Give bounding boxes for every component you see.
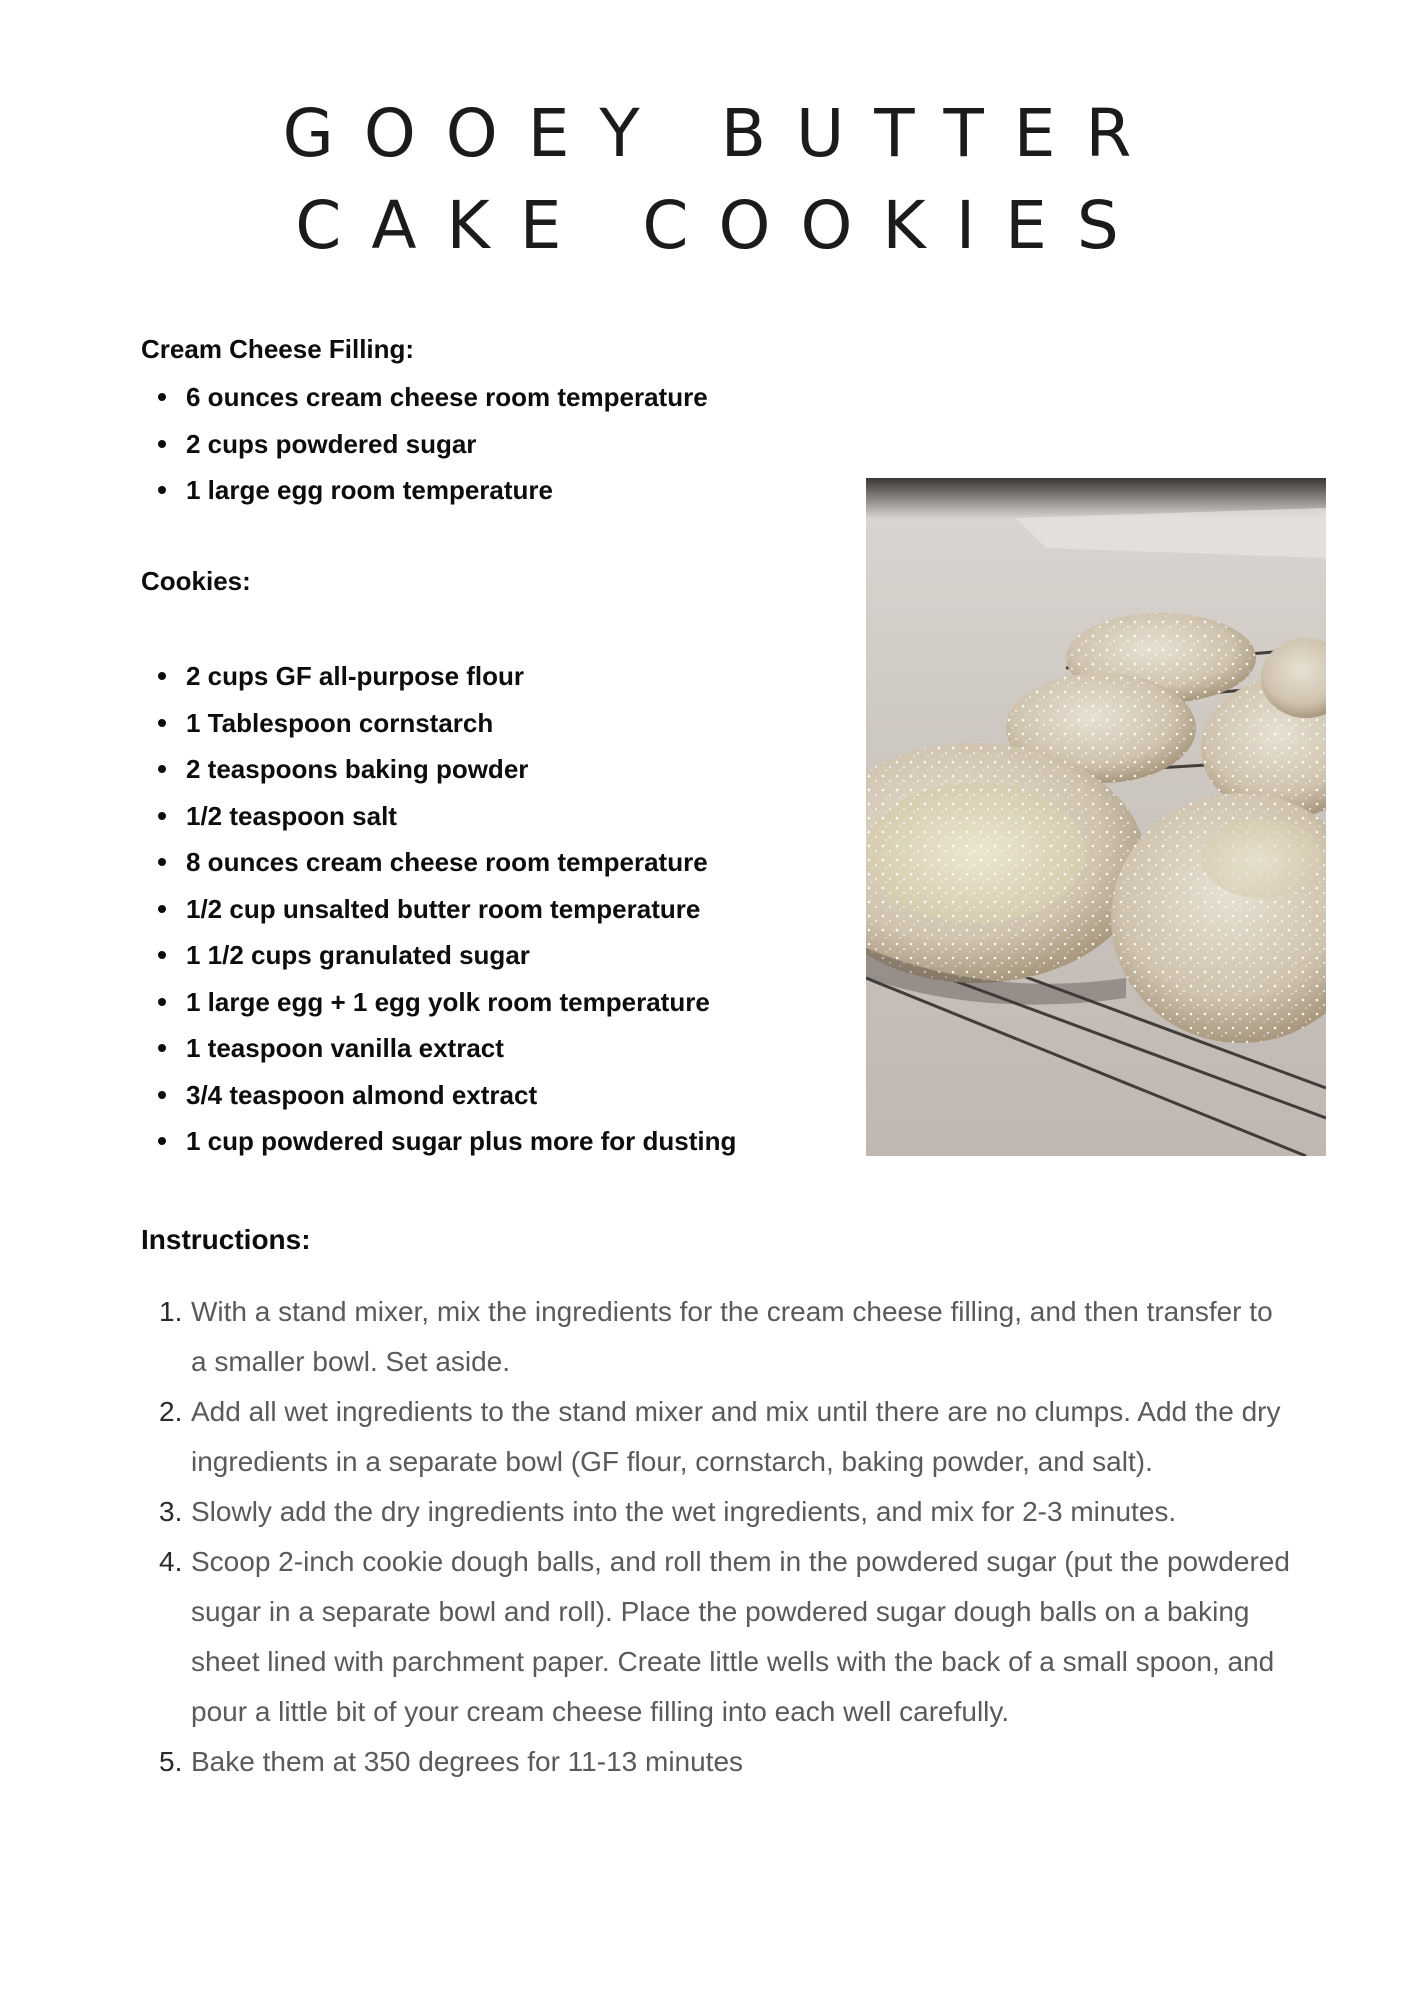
step-number: 2. (159, 1396, 183, 1427)
list-item: 1 Tablespoon cornstarch (186, 700, 736, 747)
bullet-icon (158, 812, 166, 820)
bullet-icon (158, 719, 166, 727)
bullet-icon (158, 951, 166, 959)
bullet-icon (158, 1044, 166, 1052)
list-item: 1 1/2 cups granulated sugar (186, 932, 736, 979)
bullet-icon (158, 858, 166, 866)
step-text: Add all wet ingredients to the stand mixer and mix until there are no clumps. Add the dry ingredients in a separate bowl (GF flour, cornstarch, baking powder, and salt). (191, 1396, 1281, 1477)
list-item: 1/2 teaspoon salt (186, 793, 736, 840)
list-item: 1 cup powdered sugar plus more for dusting (186, 1118, 736, 1165)
step-text: Slowly add the dry ingredients into the wet ingredients, and mix for 2-3 minutes. (191, 1496, 1177, 1527)
step-text: Bake them at 350 degrees for 11-13 minutes (191, 1746, 744, 1777)
cookies-ingredient-list (186, 653, 736, 1165)
step-number: 4. (159, 1546, 183, 1577)
step-number: 5. (159, 1746, 183, 1777)
instructions-heading: Instructions: (141, 1224, 311, 1255)
list-item: 3/4 teaspoon almond extract (186, 1072, 736, 1119)
step-text: With a stand mixer, mix the ingredients for the cream cheese filling, and then transfer to a smaller bowl. Set aside. (191, 1296, 1273, 1377)
bullet-icon (158, 440, 166, 448)
title-line-2: CAKE COOKIES (295, 187, 1149, 264)
list-item: 8 ounces cream cheese room temperature (186, 839, 736, 886)
bullet-icon (158, 1137, 166, 1145)
instruction-step (141, 1487, 1291, 1537)
bullet-icon (158, 905, 166, 913)
bullet-icon (158, 486, 166, 494)
instruction-step (141, 1737, 1291, 1787)
bullet-icon (158, 1091, 166, 1099)
list-item: 1/2 cup unsalted butter room temperature (186, 886, 736, 933)
cookies-heading: Cookies: (141, 566, 251, 596)
title-line-1: GOOEY BUTTER (282, 95, 1162, 172)
bullet-icon (158, 672, 166, 680)
list-item: 1 large egg + 1 egg yolk room temperature (186, 979, 736, 1026)
instruction-step (141, 1537, 1291, 1737)
bullet-icon (158, 765, 166, 773)
step-number: 1. (159, 1296, 183, 1327)
list-item: 6 ounces cream cheese room temperature (186, 374, 708, 421)
filling-ingredient-list (186, 374, 708, 514)
bullet-icon (158, 393, 166, 401)
instructions-list (141, 1287, 1291, 1787)
list-item: 2 cups GF all-purpose flour (186, 653, 736, 700)
list-item: 2 cups powdered sugar (186, 421, 708, 468)
cookies-photo (866, 478, 1326, 1156)
list-item: 2 teaspoons baking powder (186, 746, 736, 793)
list-item: 1 teaspoon vanilla extract (186, 1025, 736, 1072)
recipe-title (0, 88, 1414, 272)
instruction-step (141, 1287, 1291, 1387)
step-number: 3. (159, 1496, 183, 1527)
step-text: Scoop 2-inch cookie dough balls, and roll them in the powdered sugar (put the powdered sugar in a separate bowl and roll). Place the powdered sugar dough balls on a baking sheet lined with parchment paper. Create little wells with the back of a small spoon, and pour a little bit of your cream cheese filling into each well carefully. (191, 1546, 1290, 1727)
filling-heading: Cream Cheese Filling: (141, 334, 415, 364)
list-item: 1 large egg room temperature (186, 467, 708, 514)
bullet-icon (158, 998, 166, 1006)
instruction-step (141, 1387, 1291, 1487)
